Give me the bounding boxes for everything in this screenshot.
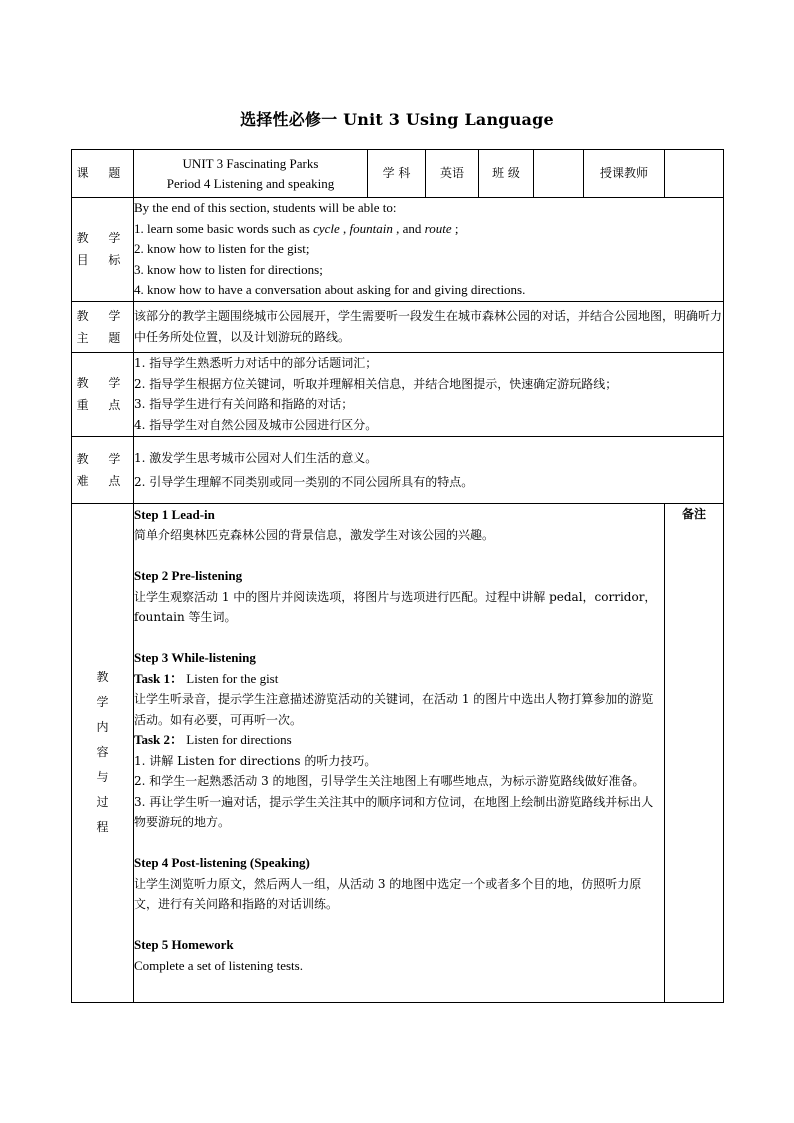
theme-row — [72, 301, 724, 352]
key-points-content — [134, 352, 724, 436]
task-2-item-3: 3. 再让学生听一遍对话，提示学生关注其中的顺序词和方位词，在地图上绘制出游览路线并标出人物要游玩的地方。 — [134, 794, 654, 829]
step-2-text: 让学生观察活动 1 中的图片并阅读选项，将图片与选项进行匹配。过程中讲解 pedal，corridor， fountain 等生词。 — [134, 589, 657, 624]
objective-item-1-sep: , — [339, 220, 350, 236]
process-label-char: 教 — [96, 670, 109, 684]
objectives-row — [72, 198, 724, 302]
step-2-title: Step 2 Pre-listening — [134, 568, 243, 583]
step-4-text: 让学生浏览听力原文，然后两人一组，从活动 3 的地图中选定一个或者多个目的地，仿照听力原文，进行有关问路和指路的对话训练。 — [134, 876, 642, 911]
difficulties-label — [72, 436, 134, 503]
difficulties-row — [72, 436, 724, 503]
objectives-content — [134, 198, 724, 302]
process-label — [72, 503, 134, 1002]
objectives-label — [72, 198, 134, 302]
task-2-label: Task 2： — [134, 732, 184, 747]
process-row — [72, 503, 724, 1002]
process-label-char: 学 — [96, 695, 109, 709]
key-point-4: 4. 指导学生对自然公园及城市公园进行区分。 — [134, 417, 378, 432]
teacher-value — [665, 150, 724, 198]
objective-item-1 — [134, 219, 723, 240]
process-label-char: 容 — [96, 745, 109, 759]
process-label-char: 内 — [96, 720, 109, 734]
lesson-label: 课 题 — [72, 150, 134, 198]
theme-label-line2: 主 题 — [76, 330, 129, 345]
task-1-heading — [134, 669, 664, 690]
document-title: 选择性必修一 Unit 3 Using Language — [240, 110, 554, 129]
notes-column: 备注 — [665, 503, 724, 1002]
task-2-heading — [134, 730, 664, 751]
word-fountain: fountain — [349, 220, 393, 236]
lesson-plan-table — [71, 149, 724, 1003]
objective-item-1-pre: 1. learn some basic words such as — [134, 220, 314, 236]
theme-label-line1: 教 学 — [76, 308, 129, 323]
subject-value: 英语 — [426, 150, 479, 198]
process-label-char: 程 — [96, 820, 109, 834]
word-route: route — [424, 220, 452, 236]
lesson-title-cell — [134, 150, 368, 198]
key-point-2: 2. 指导学生根据方位关键词，听取并理解相关信息，并结合地图提示，快速确定游玩路线； — [134, 376, 618, 391]
process-label-char: 与 — [96, 770, 109, 784]
objective-item-3: 3. know how to listen for directions; — [134, 261, 323, 277]
key-point-3: 3. 指导学生进行有关问路和指路的对话； — [134, 397, 354, 411]
task-1-label: Task 1： — [134, 670, 184, 686]
key-point-1: 1. 指导学生熟悉听力对话中的部分话题词汇； — [134, 356, 378, 370]
header-row — [72, 150, 724, 198]
class-label: 班 级 — [479, 150, 534, 198]
objective-item-2: 2. know how to listen for the gist; — [134, 241, 310, 256]
key-points-label — [72, 352, 134, 436]
teacher-label: 授课教师 — [584, 150, 665, 198]
difficulties-label-line1: 教 学 — [76, 451, 129, 466]
objectives-label-line1: 教 学 — [76, 231, 129, 246]
word-cycle: cycle — [313, 220, 340, 236]
task-1-text: 让学生听录音，提示学生注意描述游览活动的关键词，在活动 1 的图片中选出人物打算参加的游览活动。如有必要，可再听一次。 — [134, 692, 654, 727]
step-1-title: Step 1 Lead-in — [134, 506, 215, 522]
difficulties-content — [134, 436, 724, 503]
difficulty-2: 2. 引导学生理解不同类别或同一类别的不同公园所具有的特点。 — [134, 474, 474, 489]
task-1-title: Listen for the gist — [183, 670, 279, 686]
objective-item-1-end: ; — [451, 220, 459, 236]
step-5-text: Complete a set of listening tests. — [134, 957, 303, 973]
key-points-label-line2: 重 点 — [76, 398, 129, 412]
step-5-title: Step 5 Homework — [134, 937, 234, 952]
class-value — [534, 150, 584, 198]
objective-item-1-mid: , and — [392, 220, 425, 236]
task-2-title: Listen for directions — [183, 732, 292, 747]
process-label-char: 过 — [96, 795, 109, 809]
theme-content: 该部分的教学主题围绕城市公园展开，学生需要听一段发生在城市森林公园的对话，并结合公园地图，明确听力中任务所处位置，以及计划游玩的路线。 — [134, 301, 724, 352]
lesson-title-line1: UNIT 3 Fascinating Parks — [182, 155, 319, 171]
key-points-row — [72, 352, 724, 436]
difficulties-label-line2: 难 点 — [76, 473, 129, 488]
step-1-text: 简单介绍奥林匹克森林公园的背景信息，激发学生对该公园的兴趣。 — [134, 528, 495, 542]
objectives-intro: By the end of this section, students will be able to: — [134, 200, 397, 215]
task-2-item-2: 2. 和学生一起熟悉活动 3 的地图，引导学生关注地图上有哪些地点，为标示游览路线做好准备。 — [134, 774, 645, 788]
objective-item-4: 4. know how to have a conversation about asking for and giving directions. — [134, 282, 526, 297]
subject-label: 学 科 — [368, 150, 426, 198]
key-points-label-line1: 教 学 — [76, 376, 129, 390]
process-content — [134, 503, 665, 1002]
step-4-title: Step 4 Post-listening (Speaking) — [134, 855, 310, 870]
objectives-label-line2: 目 标 — [76, 253, 129, 268]
difficulty-1: 1. 激发学生思考城市公园对人们生活的意义。 — [134, 450, 378, 465]
theme-label — [72, 301, 134, 352]
lesson-title-line2: Period 4 Listening and speaking — [166, 175, 335, 191]
task-2-item-1: 1. 讲解 Listen for directions 的听力技巧。 — [134, 753, 377, 768]
step-3-title: Step 3 While-listening — [134, 650, 256, 665]
